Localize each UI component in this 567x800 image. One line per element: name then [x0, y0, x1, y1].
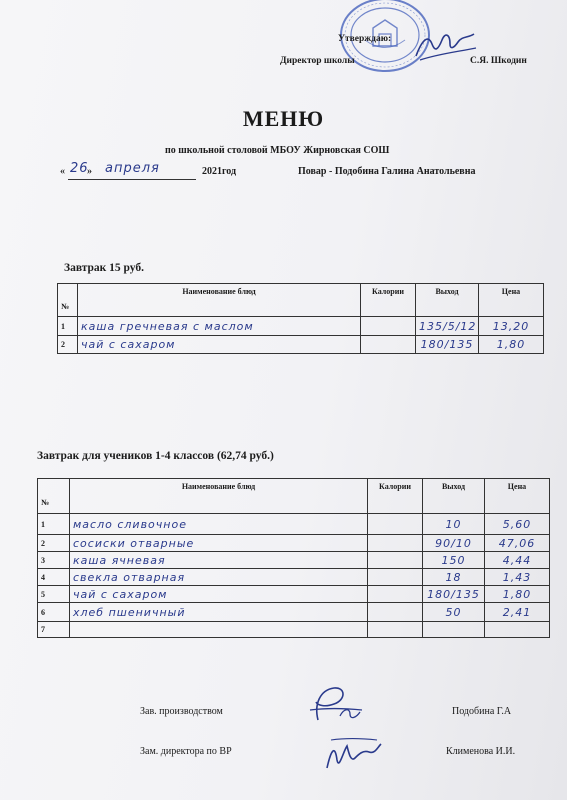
header-num: №	[38, 479, 70, 514]
date-close-quote: »	[87, 166, 92, 177]
table-row	[38, 552, 550, 569]
row-num: 6	[38, 603, 70, 622]
date-year: 2021год	[202, 166, 237, 177]
date-month: апреля	[105, 161, 160, 176]
row-calories	[368, 586, 423, 603]
cook-name: Повар - Подобина Галина Анатольевна	[298, 166, 476, 177]
row-price: 1,80	[485, 586, 550, 603]
row-num: 2	[38, 535, 70, 552]
header-price: Цена	[479, 284, 544, 317]
director-name: С.Я. Шкодин	[470, 56, 527, 66]
row-calories	[368, 603, 423, 622]
table-header-row	[58, 284, 544, 317]
table-row	[38, 622, 550, 638]
row-output: 180/135	[416, 336, 479, 354]
header-num: №	[58, 284, 78, 317]
date-day: 26	[70, 161, 89, 176]
row-price: 1,43	[485, 569, 550, 586]
row-price: 4,44	[485, 552, 550, 569]
header-price: Цена	[485, 479, 550, 514]
table-row	[38, 586, 550, 603]
header-calories: Калории	[368, 479, 423, 514]
date-open-quote: «	[60, 166, 65, 177]
row-output: 10	[423, 514, 485, 535]
row-calories	[368, 622, 423, 638]
row-num: 7	[38, 622, 70, 638]
table-row	[38, 535, 550, 552]
row-output: 180/135	[423, 586, 485, 603]
row-calories	[368, 569, 423, 586]
table-row	[58, 317, 544, 336]
row-num: 3	[38, 552, 70, 569]
row-output: 135/5/12	[416, 317, 479, 336]
header-output: Выход	[416, 284, 479, 317]
deputy-role: Зам. директора по ВР	[140, 746, 232, 757]
deputy-signature-icon	[315, 732, 385, 778]
header-output: Выход	[423, 479, 485, 514]
production-role: Зав. производством	[140, 706, 223, 717]
row-num: 5	[38, 586, 70, 603]
row-calories	[361, 336, 416, 354]
breakfast1-table	[57, 283, 544, 354]
row-output: 18	[423, 569, 485, 586]
table-row	[58, 336, 544, 354]
table-header-row	[38, 479, 550, 514]
row-dish-name: масло сливочное	[70, 514, 368, 535]
page-title: МЕНЮ	[242, 106, 325, 131]
row-output	[423, 622, 485, 638]
row-num: 1	[58, 317, 78, 336]
row-dish-name: сосиски отварные	[70, 535, 368, 552]
row-calories	[368, 535, 423, 552]
row-price: 1,80	[479, 336, 544, 354]
row-dish-name: чай с сахаром	[78, 336, 361, 354]
production-name: Подобина Г.А	[452, 706, 512, 717]
approve-role: Директор школы	[280, 56, 355, 66]
approve-title: Утверждаю:	[338, 34, 392, 44]
header-name: Наименование блюд	[78, 284, 361, 317]
row-output: 50	[423, 603, 485, 622]
breakfast2-table	[37, 478, 550, 638]
row-dish-name: хлеб пшеничный	[70, 603, 368, 622]
row-dish-name	[70, 622, 368, 638]
page-subtitle: по школьной столовой МБОУ Жирновская СОШ	[165, 145, 390, 156]
director-signature-icon	[410, 20, 480, 70]
header-name: Наименование блюд	[70, 479, 368, 514]
production-signature-icon	[300, 682, 370, 730]
row-output: 150	[423, 552, 485, 569]
breakfast1-title: Завтрак 15 руб.	[64, 262, 145, 274]
row-price: 47,06	[485, 535, 550, 552]
row-price: 5,60	[485, 514, 550, 535]
row-dish-name: свекла отварная	[70, 569, 368, 586]
row-dish-name: каша ячневая	[70, 552, 368, 569]
row-num: 1	[38, 514, 70, 535]
row-calories	[368, 552, 423, 569]
row-price: 13,20	[479, 317, 544, 336]
row-price	[485, 622, 550, 638]
row-num: 4	[38, 569, 70, 586]
deputy-name: Клименова И.И.	[446, 746, 516, 757]
header-calories: Калории	[361, 284, 416, 317]
row-calories	[368, 514, 423, 535]
row-calories	[361, 317, 416, 336]
table-row	[38, 569, 550, 586]
table-row	[38, 603, 550, 622]
breakfast2-title: Завтрак для учеников 1-4 классов (62,74 руб.)	[37, 450, 274, 462]
row-output: 90/10	[423, 535, 485, 552]
date-underline	[68, 179, 196, 180]
row-price: 2,41	[485, 603, 550, 622]
table-row	[38, 514, 550, 535]
row-dish-name: чай с сахаром	[70, 586, 368, 603]
row-dish-name: каша гречневая с маслом	[78, 317, 361, 336]
row-num: 2	[58, 336, 78, 354]
